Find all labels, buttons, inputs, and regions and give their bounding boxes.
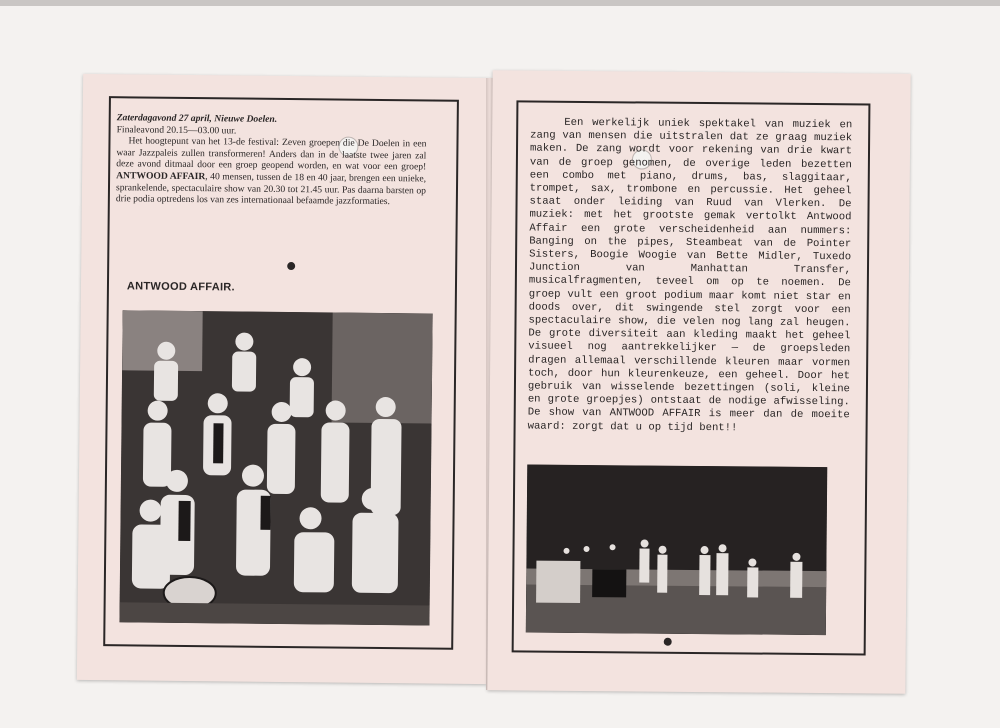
stage-photo-image — [526, 465, 827, 636]
article-text-1: Een werkelijk uniek spektakel van muziek en zang van mensen die uitstralen dat ze graag muziek maken. De zang wordt voor rekening van drie kwart van de groep genomen, de overige leden bezetten een combo met piano, drums, bas, slaggitaar, trompet, sax, trombone en percussie. Het geheel staat onder leiding van Ruud van Vlerken. De muziek: met het grootste gemak vertolkt Antwood Affair een grote verscheidenheid aan nummers: Banging on the pipes, Steambeat van de Pointer Sisters, Boogie Woogie van Bette Midler, Tuxedo Junction van Manhattan Transfer, musicalfragmenten, teveel om op te noemen. De groep vult een groot podium maar komt niet star en doods over, dit swingende stel zorgt voor een spectaculaire show, die velen nog lang zal heugen. De grote diversiteit aan kleding maakt het geheel visueel nog aantrekkelijker — de groepsleden dragen allemaal verschillende kleuren maar vormen toch, door hun kleurenkeuze, een geheel. Door het gebruik van wisselende bezettingen (soli, kleine en grote groepjes) ontstaat de nodige afwisseling. De show van — [527, 116, 853, 420]
bullet-dot — [664, 638, 672, 646]
bullet-dot — [287, 262, 295, 270]
intro-band-name: ANTWOOD AFFAIR — [116, 170, 206, 183]
group-photo-image — [119, 310, 432, 625]
event-info — [116, 112, 427, 208]
left-page — [77, 74, 493, 684]
event-time: Finaleavond 20.15—03.00 uur. — [116, 123, 237, 137]
article-body — [528, 117, 853, 437]
article-paragraph — [528, 117, 853, 437]
intro-paragraph — [116, 135, 427, 208]
intro-text-1: Het hoogtepunt van het 13-de festival: Zeven groepen die De Doelen in een waar Jazzpaleis zullen transformeren! Anders dan in de laatste twee jaren zal deze avond ditmaal door een groep geopend worden, en wat voor een groep! — [116, 135, 427, 173]
event-date: Zaterdagavond 27 april, Nieuwe Doelen. — [116, 112, 278, 125]
intro-text-2: , 40 mensen, tussen de 18 en 40 jaar, brengen een unieke, sprankelende, spectaculaire show van 20.30 tot 21.45 uur. Pas daarna barsten op drie podia optredens los van zes internationaal befaamde jazzformaties. — [115, 171, 427, 208]
stage-photo — [526, 465, 827, 636]
section-heading: ANTWOOD AFFAIR. — [126, 280, 235, 294]
open-booklet — [80, 68, 920, 708]
scan-top-edge — [0, 0, 1000, 6]
right-page — [487, 70, 910, 694]
article-band-name: ANTWOOD AFFAIR — [609, 407, 701, 421]
group-photo — [119, 310, 432, 625]
article-text-2: is meer dan de moeite waard: zorgt dat u op tijd bent!! — [527, 408, 850, 435]
